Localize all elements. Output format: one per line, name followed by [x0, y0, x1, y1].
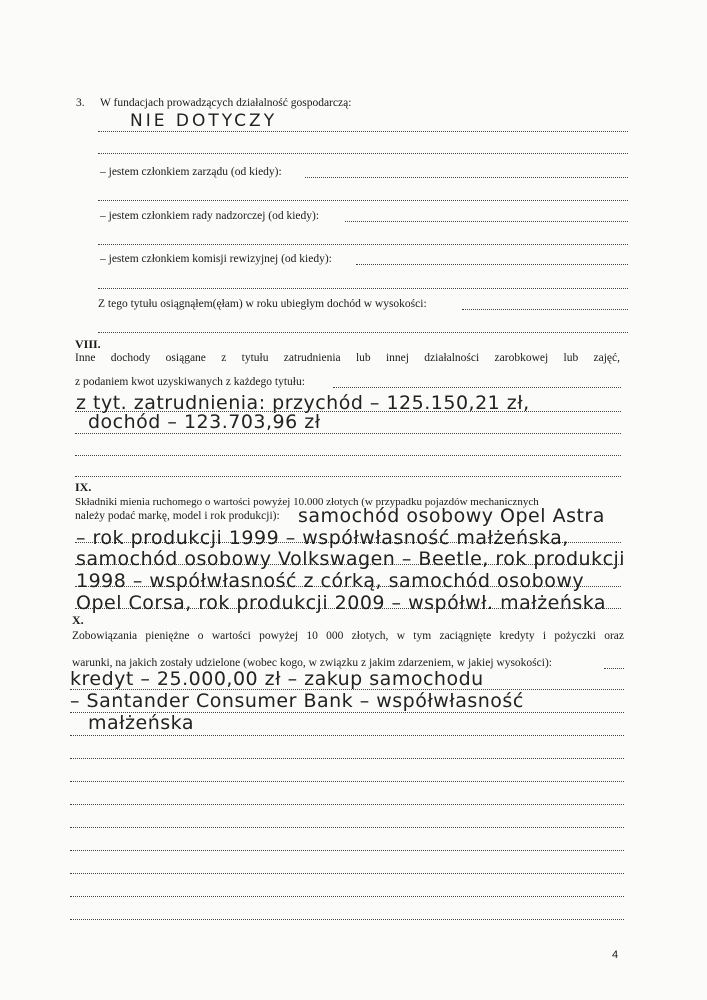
handwritten-not-applicable: NIE DOTYCZY — [130, 111, 278, 131]
section-10-line2: warunki, na jakich zostały udzielone (wobec kogo, w związku z jakim zdarzeniem, w jakiej wysokości): — [72, 657, 552, 669]
section-3-heading: W fundacjach prowadzących działalność gospodarczą: — [100, 97, 352, 109]
fill-line — [70, 758, 624, 759]
fill-line — [305, 177, 628, 178]
fill-line — [75, 433, 621, 434]
section-10-line1: Zobowiązania pieniężne o wartości powyżej 10 000 złotych, w tym zaciągnięte kredyty i pożyczki oraz — [72, 630, 624, 642]
fill-line — [70, 827, 624, 828]
handwritten-loan: kredyt – 25.000,00 zł – zakup samochodu — [70, 668, 484, 690]
fill-line — [345, 221, 628, 222]
handwritten-employment-income: z tyt. zatrudnienia: przychód – 125.150,21 zł, — [76, 392, 530, 414]
section-9-numeral: IX. — [75, 480, 92, 494]
handwritten-loan-bank: – Santander Consumer Bank – współwłasność — [70, 690, 524, 712]
fill-line — [75, 476, 621, 477]
fill-line — [604, 668, 624, 669]
fill-line — [70, 804, 624, 805]
handwritten-vehicle-1: samochód osobowy Opel Astra — [298, 505, 605, 527]
fill-line — [70, 896, 624, 897]
handwritten-net-income: dochód – 123.703,96 zł — [88, 411, 321, 433]
management-board-label: – jestem członkiem zarządu (od kiedy): — [100, 166, 282, 178]
section-8-line2: z podaniem kwot uzyskiwanych z każdego tytułu: — [75, 376, 305, 388]
handwritten-vehicle-2-details: 1998 – współwłasność z córką, samochód osobowy — [76, 570, 585, 592]
fill-line — [462, 309, 628, 310]
audit-committee-label: – jestem członkiem komisji rewizyjnej (od kiedy): — [100, 253, 332, 265]
supervisory-board-label: – jestem członkiem rady nadzorczej (od kiedy): — [100, 210, 320, 222]
fill-line — [98, 200, 628, 201]
section-9-line2: należy podać markę, model i rok produkcji): — [75, 510, 280, 522]
fill-line — [70, 919, 624, 920]
fill-line — [356, 264, 628, 265]
section-10-numeral: X. — [72, 613, 84, 627]
handwritten-vehicle-3: Opel Corsa, rok produkcji 2009 – współwł. małżeńska — [76, 592, 607, 614]
fill-line — [70, 873, 624, 874]
handwritten-vehicle-1-details: – rok produkcji 1999 – współwłasność małżeńska, — [76, 527, 569, 549]
handwritten-loan-ownership: małżeńska — [88, 712, 194, 734]
section-9-line1: Składniki mienia ruchomego o wartości powyżej 10.000 złotych (w przypadku pojazdów mechanicznych — [75, 496, 539, 508]
fill-line — [75, 455, 621, 456]
fill-line — [98, 131, 628, 132]
fill-line — [98, 153, 628, 154]
income-label: Z tego tytułu osiągnąłem(ęłam) w roku ubiegłym dochód w wysokości: — [98, 298, 427, 310]
fill-line — [70, 781, 624, 782]
section-8-numeral: VIII. — [75, 337, 101, 351]
fill-line — [98, 332, 628, 333]
fill-line — [70, 850, 624, 851]
fill-line — [333, 387, 621, 388]
fill-line — [98, 244, 628, 245]
fill-line — [70, 735, 624, 736]
section-8-line1: Inne dochody osiągane z tytułu zatrudnienia lub innej działalności zarobkowej lub zajęć, — [75, 352, 620, 364]
page-number: 4 — [612, 949, 619, 961]
fill-line — [98, 288, 628, 289]
handwritten-vehicle-2: samochód osobowy Volkswagen – Beetle, rok produkcji — [76, 548, 626, 570]
item-number-3: 3. — [76, 97, 85, 109]
